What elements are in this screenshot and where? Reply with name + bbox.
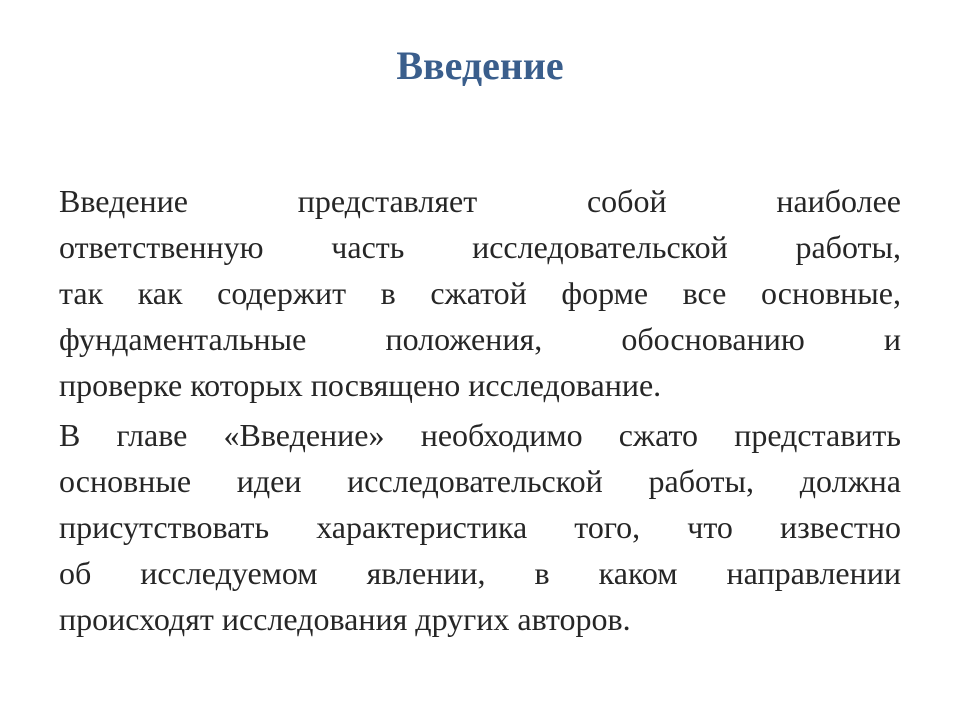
- paragraph-1: [59, 178, 901, 408]
- paragraph-line: ответственную часть исследовательской работы,: [59, 229, 901, 265]
- paragraph-line: происходят исследования других авторов.: [59, 601, 631, 637]
- paragraph-line: фундаментальные положения, обоснованию и: [59, 321, 901, 357]
- paragraph-line: основные идеи исследовательской работы, должна: [59, 463, 901, 499]
- paragraph-line: проверке которых посвящено исследование.: [59, 367, 662, 403]
- paragraph-line: так как содержит в сжатой форме все основные,: [59, 275, 901, 311]
- slide-title: Введение: [396, 43, 564, 88]
- paragraph-line: В главе «Введение» необходимо сжато представить: [59, 417, 901, 453]
- slide-body: [59, 178, 901, 642]
- paragraph-line: присутствовать характеристика того, что известно: [59, 509, 901, 545]
- paragraph-line: об исследуемом явлении, в каком направлении: [59, 555, 901, 591]
- paragraph-line: Введение представляет собой наиболее: [59, 183, 901, 219]
- paragraph-2: [59, 412, 901, 642]
